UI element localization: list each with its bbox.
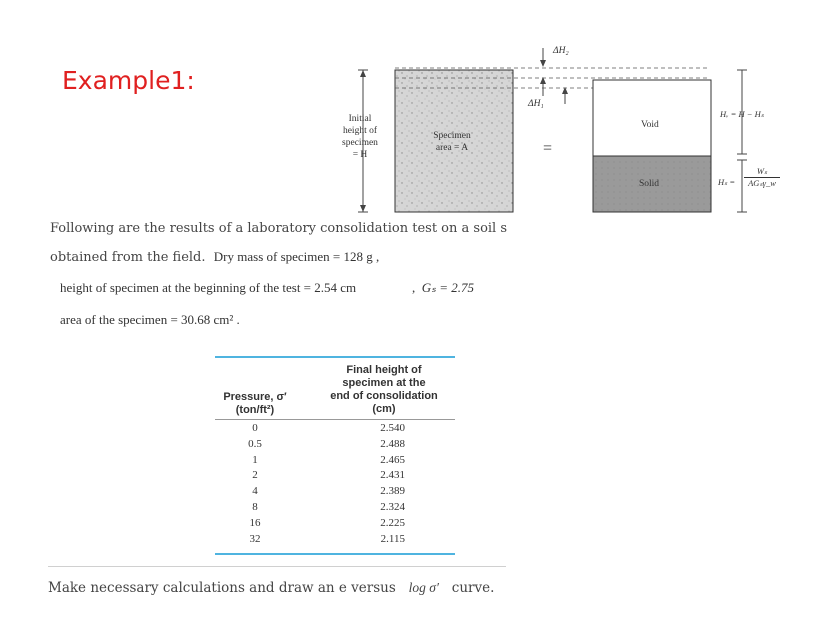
table-body [215,422,455,548]
height-cell: 2.324 [380,500,405,513]
equals-sign: = [543,140,553,157]
height-cell: 2.488 [380,437,405,450]
hs-denominator: AGₛγ_w [748,178,776,188]
pressure-header: Pressure, σ′ (ton/ft²) [223,391,287,416]
height-cell: 2.389 [380,485,405,498]
example-title: Example1: [62,66,195,95]
delta-h1-label: ΔH₁ [528,99,544,109]
phase-dimensions [737,70,747,212]
pressure-cell: 1 [252,453,258,466]
table-row [215,501,455,517]
dry-mass: Dry mass of specimen = 128 g , [213,249,380,264]
hv-equation: Hᵥ = H − Hₛ [720,109,764,119]
table-header-rule [215,419,455,420]
height-initial: height of specimen at the beginning of the test = 2.54 cm [60,280,357,295]
pressure-cell: 16 [249,516,261,529]
height-header: Final height of specimen at the end of consolidation (cm) [330,364,438,415]
problem-line-1: Following are the results of a laboratory consolidation test on a soil s [50,221,508,236]
hs-lhs: Hₛ = [718,177,736,187]
height-cell: 2.115 [380,532,405,545]
initial-height-label: Initial height of specimen = H [342,114,378,160]
table-top-rule [215,356,455,358]
height-cell: 2.225 [380,516,405,529]
table-row [215,517,455,533]
problem-line-2: obtained from the field. Dry mass of specimen = 128 g , [50,249,380,265]
pressure-cell: 0 [252,422,258,434]
footer-instruction: Make necessary calculations and draw an e versus log σ′ curve. [48,580,495,596]
table-row [215,485,455,501]
height-cell: 2.431 [380,469,405,482]
specific-gravity: , Gₛ = 2.75 [412,280,475,295]
table-row [215,422,455,438]
table-row [215,469,455,485]
height-cell: 2.465 [380,453,405,466]
delta-h2-label: ΔH₂ [553,46,569,56]
pressure-cell: 0.5 [248,437,262,450]
specimen-area: area of the specimen = 30.68 cm² . [60,312,240,327]
table-row [215,438,455,454]
specimen-label: Specimen area = A [433,131,471,153]
table-row [215,454,455,470]
height-cell: 2.540 [380,422,405,434]
hs-numerator: Wₛ [744,166,780,178]
pressure-cell: 32 [249,532,261,545]
consolidation-diagram [330,40,790,230]
void-label: Void [641,120,659,130]
table-bottom-rule [215,553,455,555]
pressure-cell: 4 [252,485,258,498]
table-row [215,533,455,549]
solid-label: Solid [639,179,660,189]
pressure-cell: 8 [252,500,258,513]
footer-divider [48,566,506,567]
pressure-cell: 2 [252,469,258,482]
